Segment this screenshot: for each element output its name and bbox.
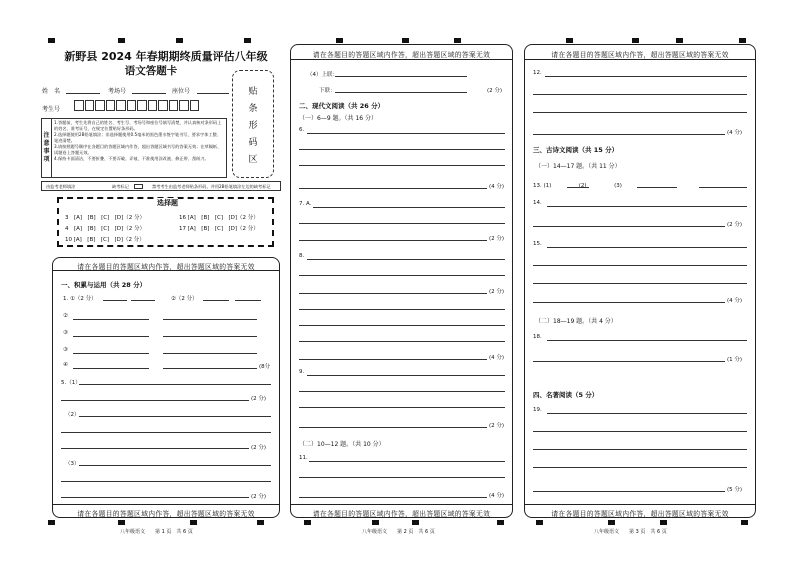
answer-line[interactable]: [533, 265, 747, 266]
answer-line[interactable]: [61, 432, 271, 433]
points-label: (2 分): [489, 423, 505, 429]
notice-top: 请在各题目的答题区域内作答，超出答题区域的答案无效: [77, 263, 255, 271]
subsection-heading: （二）10—12 题。（共 10 分）: [299, 441, 385, 448]
exam-room-label: 考场号: [108, 88, 127, 95]
answer-line[interactable]: [637, 187, 677, 188]
timing-mark: [48, 38, 55, 43]
question-label: 11.: [299, 455, 308, 461]
timing-mark: [176, 38, 183, 43]
points-label: (2 分): [489, 236, 505, 242]
answer-line[interactable]: [299, 325, 505, 326]
exam-title: 新野县 2024 年春期期终质量评估八年级: [64, 50, 268, 63]
answer-line[interactable]: [699, 187, 747, 188]
answer-line[interactable]: [299, 407, 505, 408]
timing-mark: [454, 38, 461, 43]
name-label: 姓 名: [42, 88, 61, 95]
answer-line[interactable]: [235, 300, 261, 301]
timing-mark: [118, 38, 125, 43]
notes-box: [41, 118, 227, 178]
section-heading: 二、现代文阅读（共 26 分）: [299, 102, 385, 110]
answer-line[interactable]: [61, 400, 249, 401]
notice-bottom: 请在各题目的答题区域内作答，超出答题区域的答案无效: [77, 510, 255, 518]
timing-mark: [257, 520, 264, 525]
page-footer: 八年级语文 第 1 页 共 6 页: [120, 529, 193, 535]
answer-line[interactable]: [73, 319, 149, 320]
answer-line[interactable]: [299, 188, 487, 189]
question-label: 1. ①（2 分）: [63, 296, 97, 302]
points-label: (2 分): [251, 396, 267, 402]
question-label: ④: [63, 362, 68, 368]
answer-line[interactable]: [73, 353, 149, 354]
answer-line[interactable]: [533, 449, 747, 450]
points-label: (2 分): [487, 88, 503, 94]
exam-room-field[interactable]: [132, 93, 166, 94]
notes-heading: 注 意 事 项: [42, 119, 52, 177]
barcode-sticker-area: 贴 条 形 码 区: [232, 70, 274, 178]
answer-line[interactable]: [299, 240, 487, 241]
question-label: （2）: [65, 412, 80, 418]
answer-area-col3: [524, 44, 756, 518]
question-label: 6.: [299, 127, 305, 133]
section-heading: 三、古诗文阅读（共 15 分）: [533, 146, 619, 154]
answer-line[interactable]: [533, 361, 725, 362]
answer-line[interactable]: [299, 275, 505, 276]
answer-line[interactable]: [335, 76, 467, 77]
question-label: 7. A.: [299, 201, 312, 207]
timing-mark: [536, 520, 543, 525]
answer-line[interactable]: [567, 187, 589, 188]
choice-row[interactable]: 4 [A] [B] [C] [D]（2 分）: [65, 226, 146, 232]
note-item: 1.答题前，考生先将自己的姓名、考生号、考场号和座位号填写清楚，并认真核对条形码上的姓名、准考证号，在规定位置贴好条形码。: [54, 120, 222, 131]
answer-line[interactable]: [547, 340, 747, 341]
answer-line[interactable]: [533, 302, 725, 303]
notice-bottom: 请在各题目的答题区域内作答，超出答题区域的答案无效: [312, 510, 491, 518]
answer-line[interactable]: [309, 461, 505, 462]
answer-line[interactable]: [547, 413, 747, 414]
timing-mark: [412, 520, 419, 525]
answer-line[interactable]: [103, 300, 127, 301]
points-label: (2 分): [251, 445, 267, 451]
absent-mark-box[interactable]: [134, 184, 143, 189]
notice-top: 请在各题目的答题区域内作答，超出答题区域的答案无效: [312, 51, 491, 59]
question-label: 8.: [299, 253, 305, 259]
question-label: 14.: [533, 200, 542, 206]
timing-mark: [244, 38, 251, 43]
answer-line[interactable]: [299, 223, 505, 224]
page-footer: 八年级语文 第 3 页 共 6 页: [594, 529, 667, 535]
notice-bottom: 请在各题目的答题区域内作答，超出答题区域的答案无效: [551, 510, 729, 518]
answer-line[interactable]: [163, 353, 257, 354]
answer-line[interactable]: [73, 336, 149, 337]
answer-line[interactable]: [533, 431, 747, 432]
answer-area-col1: [52, 257, 280, 518]
question-label: 下联：: [319, 88, 336, 94]
answer-line[interactable]: [163, 319, 257, 320]
points-label: (4 分): [489, 184, 505, 190]
points-label: (1 分): [727, 357, 743, 363]
timing-mark: [118, 520, 125, 525]
section-heading: 四、名著阅读（5 分）: [533, 391, 599, 399]
subsection-heading: （一）6—9 题。（共 16 分）: [299, 115, 377, 122]
note-item: 4.保持卡面清洁，不要折叠、不要弄破、弄皱，不准使用涂改液、修正带、刮纸刀。: [54, 156, 209, 161]
timing-mark: [632, 38, 639, 43]
timing-mark: [304, 520, 311, 525]
page-footer: 八年级语文 第 2 页 共 6 页: [362, 529, 435, 535]
points-label: (2 分): [489, 289, 505, 295]
answer-line[interactable]: [533, 283, 747, 284]
choice-row[interactable]: 3 [A] [B] [C] [D]（2 分）: [65, 215, 146, 221]
answer-line[interactable]: [533, 467, 747, 468]
timing-mark: [660, 520, 667, 525]
answer-line[interactable]: [299, 165, 505, 166]
timing-mark: [336, 38, 343, 43]
answer-line[interactable]: [299, 149, 505, 150]
choice-title: 选择题: [157, 199, 178, 207]
name-field[interactable]: [66, 93, 100, 94]
question-label: 5.（1）: [61, 380, 81, 386]
section-heading: 一、积累与运用（共 28 分）: [61, 281, 147, 289]
timing-mark: [608, 520, 615, 525]
answer-line[interactable]: [61, 481, 271, 482]
question-label: 19.: [533, 407, 542, 413]
timing-mark: [497, 520, 504, 525]
question-label: 12.: [533, 70, 542, 76]
answer-line[interactable]: [73, 368, 149, 369]
question-label: ②（2 分）: [171, 296, 198, 302]
answer-line[interactable]: [79, 416, 271, 417]
timing-mark: [190, 520, 197, 525]
answer-line[interactable]: [307, 259, 505, 260]
answer-line[interactable]: [79, 465, 271, 466]
answer-line[interactable]: [545, 76, 747, 77]
timing-mark: [372, 520, 379, 525]
seat-label: 座位号: [172, 88, 191, 95]
answer-line[interactable]: [163, 336, 257, 337]
points-label: (4 分): [727, 298, 743, 304]
answer-line[interactable]: [61, 448, 249, 449]
question-label: ③: [63, 347, 68, 353]
choice-section: [57, 197, 274, 247]
question-label: （3）: [65, 461, 80, 467]
choice-row[interactable]: 17 [A] [B] [C] [D]（2 分）: [179, 226, 259, 232]
timing-mark: [739, 38, 746, 43]
answer-line[interactable]: [533, 226, 725, 227]
note-item: 2.选择题使用2B铅笔填涂；非选择题使用0.5毫米的黑色墨水签字笔书写，要求字体工整、笔迹清楚。: [54, 132, 221, 143]
answer-line[interactable]: [307, 375, 505, 376]
answer-line[interactable]: [313, 207, 505, 208]
note-item: 3.请按照题号顺序在各题目的答题区域内作答，超出答题区域书写的答案无效；在草稿纸、试题卷上答题无效。: [54, 144, 222, 155]
question-label: 13. (1) (2) (3): [533, 183, 622, 189]
answer-line[interactable]: [533, 112, 747, 113]
answer-line[interactable]: [299, 497, 487, 498]
answer-line[interactable]: [299, 309, 505, 310]
question-label: 9.: [299, 369, 305, 375]
question-label: （4）上联：: [307, 72, 338, 78]
notice-top: 请在各题目的答题区域内作答，超出答题区域的答案无效: [551, 51, 729, 59]
exam-subtitle: 语文答题卡: [124, 65, 178, 77]
subsection-heading: （一）14—17 题。（共 11 分）: [535, 163, 621, 170]
points-label: (2 分): [727, 222, 743, 228]
points-label: (8分: [259, 364, 271, 370]
answer-line[interactable]: [299, 427, 487, 428]
answer-line[interactable]: [533, 134, 725, 135]
timing-mark: [741, 520, 748, 525]
answer-line[interactable]: [547, 206, 747, 207]
subsection-heading: （二）18—19 题。（共 4 分）: [535, 318, 617, 325]
question-label: ③: [63, 330, 68, 336]
points-label: (2 分): [251, 494, 267, 500]
timing-mark: [48, 520, 55, 525]
absent-row: 由监考老师填涂 缺考标记 禁考考生由监考老师贴条形码，并用2B铅笔填涂左边的缺考标记: [41, 181, 281, 191]
answer-area-col2: [290, 44, 513, 518]
timing-mark: [676, 38, 683, 43]
student-id-boxes[interactable]: [74, 100, 200, 113]
points-label: (5 分): [727, 487, 743, 493]
answer-line[interactable]: [131, 300, 155, 301]
answer-line[interactable]: [299, 477, 505, 478]
answer-line[interactable]: [335, 92, 467, 93]
answer-line[interactable]: [533, 94, 747, 95]
timing-mark: [402, 38, 409, 43]
points-label: (4 分): [727, 130, 743, 136]
answer-line[interactable]: [61, 497, 249, 498]
seat-field[interactable]: [197, 93, 229, 94]
choice-row[interactable]: 16 [A] [B] [C] [D]（2 分）: [179, 215, 259, 221]
points-label: (4 分): [489, 355, 505, 361]
answer-line[interactable]: [299, 341, 505, 342]
answer-line[interactable]: [533, 491, 725, 492]
answer-line[interactable]: [307, 133, 505, 134]
timing-mark: [566, 38, 573, 43]
question-label: ②: [63, 313, 68, 319]
answer-line[interactable]: [299, 391, 505, 392]
answer-line[interactable]: [299, 293, 487, 294]
answer-line[interactable]: [547, 247, 747, 248]
question-label: 15.: [533, 241, 542, 247]
answer-line[interactable]: [299, 359, 487, 360]
answer-line[interactable]: [79, 384, 271, 385]
answer-line[interactable]: [203, 300, 229, 301]
question-label: 18.: [533, 334, 542, 340]
answer-line[interactable]: [163, 368, 257, 369]
student-id-label: 考生号: [42, 106, 61, 113]
points-label: (4 分): [489, 493, 505, 499]
choice-row[interactable]: 10 [A] [B] [C] [D]（2 分）: [65, 237, 145, 243]
